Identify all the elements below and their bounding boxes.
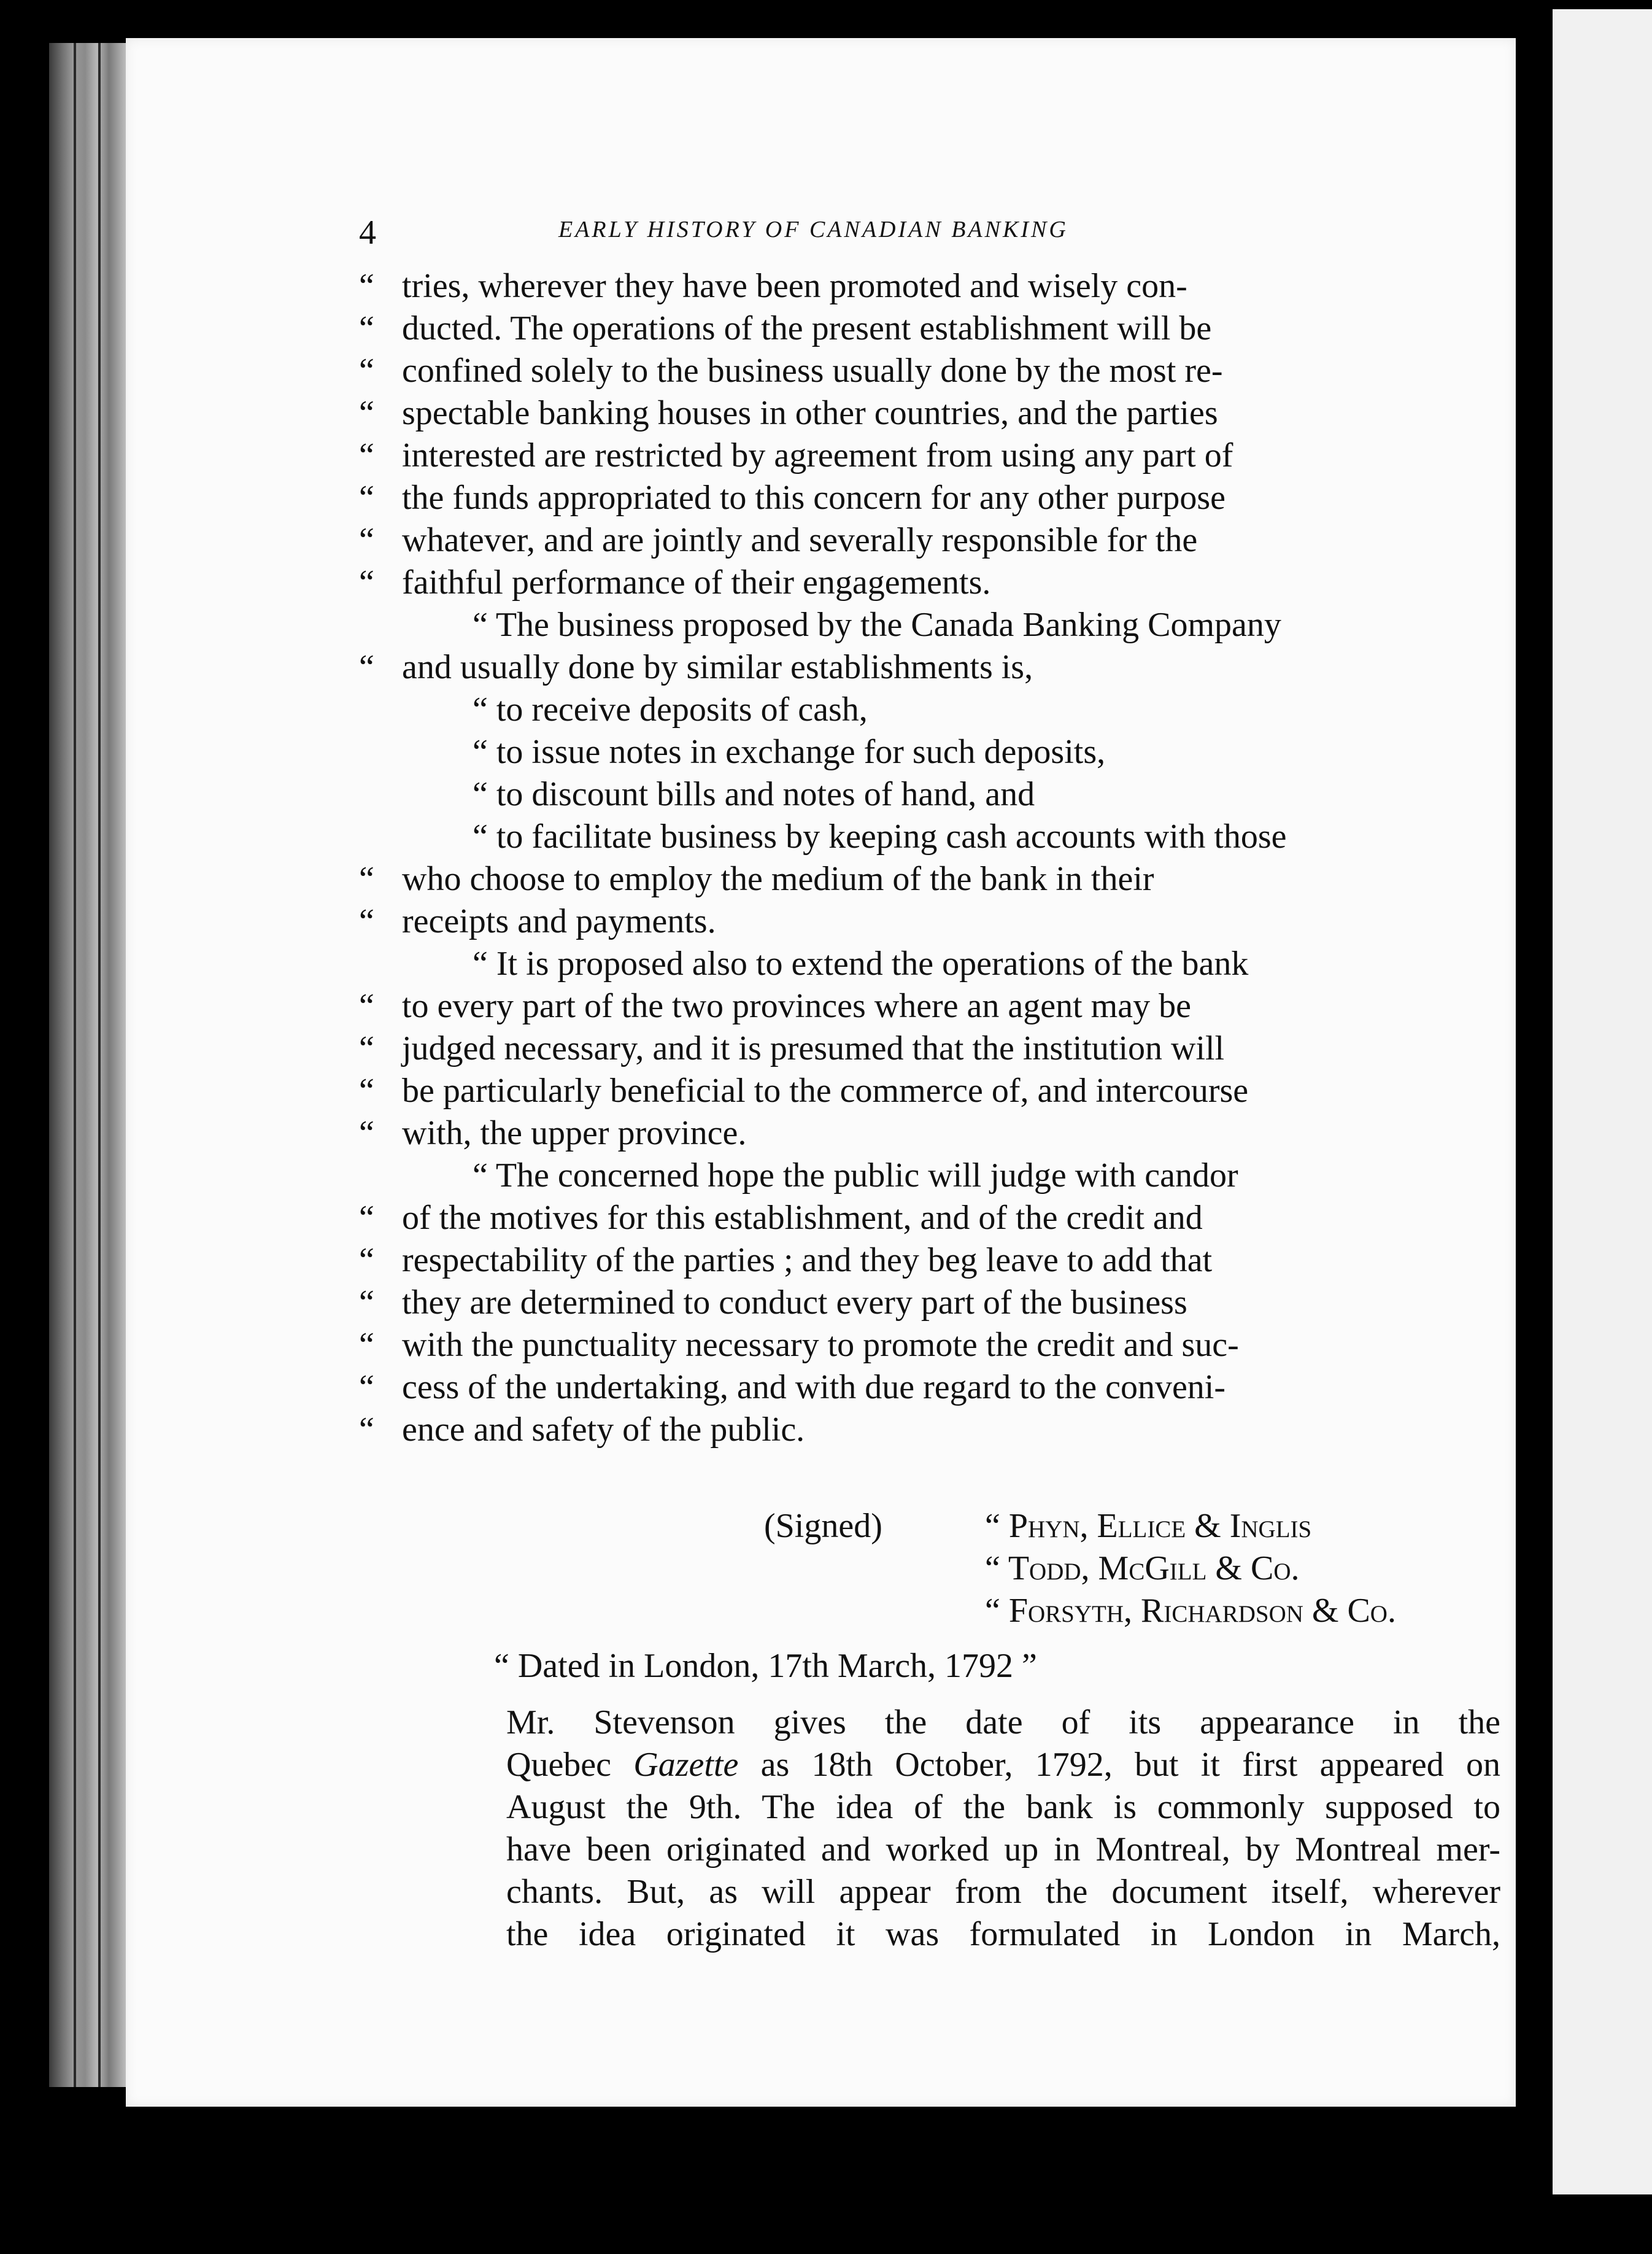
paragraph-line: the idea originated it was formulated in London in March, (506, 1915, 1500, 1953)
text-line (359, 646, 1494, 689)
line-text: they are determined to conduct every part of the business (402, 1284, 1187, 1322)
newspaper-title: Gazette (633, 1746, 739, 1784)
quote-mark: “ (359, 436, 374, 474)
line-text: “ to facilitate business by keeping cash accounts with those (473, 818, 1287, 856)
text-line (359, 900, 1494, 943)
running-title: EARLY HISTORY OF CANADIAN BANKING (558, 217, 1068, 242)
quote-mark: “ (359, 648, 374, 686)
signatory-name: “ Phyn, Ellice & Inglis (985, 1507, 1312, 1545)
line-text: “ to discount bills and notes of hand, and (473, 775, 1035, 813)
text-line (359, 1070, 1494, 1112)
line-text: the funds appropriated to this concern for any other purpose (402, 479, 1226, 517)
dated-line: “ Dated in London, 17th March, 1792 ” (494, 1647, 1037, 1685)
line-text: interested are restricted by agreement from using any part of (402, 436, 1233, 474)
text-line (359, 816, 1494, 858)
text-line (359, 1239, 1494, 1282)
quote-mark: “ (359, 1114, 374, 1152)
quote-mark: “ (359, 521, 374, 559)
line-text: be particularly beneficial to the commerce of, and intercourse (402, 1072, 1249, 1110)
text-line (359, 350, 1494, 392)
text-line (359, 1366, 1494, 1409)
paragraph-line: have been originated and worked up in Montreal, by Montreal mer- (506, 1830, 1500, 1869)
text-line (359, 773, 1494, 816)
text-line (359, 519, 1494, 562)
line-text: with the punctuality necessary to promote the credit and suc- (402, 1326, 1239, 1364)
paragraph-line: chants. But, as will appear from the document itself, wherever (506, 1873, 1500, 1911)
text-line (359, 308, 1494, 350)
quote-mark: “ (359, 479, 374, 517)
line-text: confined solely to the business usually done by the most re- (402, 352, 1223, 390)
quote-mark: “ (359, 860, 374, 898)
facing-page (1553, 9, 1652, 2194)
quote-mark: “ (359, 987, 374, 1025)
book-page (126, 38, 1516, 2107)
paragraph-line: Quebec Gazette as 18th October, 1792, but it first appeared on (506, 1746, 1500, 1784)
line-text: cess of the undertaking, and with due regard to the conveni- (402, 1368, 1226, 1406)
quote-mark: “ (359, 267, 374, 305)
quote-mark: “ (359, 1199, 374, 1237)
text-line (359, 1112, 1494, 1155)
line-text: respectability of the parties ; and they beg leave to add that (402, 1241, 1213, 1279)
line-text: whatever, and are jointly and severally responsible for the (402, 521, 1198, 559)
text-line (359, 689, 1494, 731)
text-line (359, 265, 1494, 308)
text-line (359, 858, 1494, 900)
line-text: faithful performance of their engagements. (402, 564, 991, 602)
text-line (359, 1409, 1494, 1451)
signatory-name: “ Todd, McGill & Co. (985, 1549, 1300, 1587)
line-text: spectable banking houses in other countries, and the parties (402, 394, 1218, 432)
quote-mark: “ (359, 1284, 374, 1322)
quote-mark: “ (359, 352, 374, 390)
line-text: and usually done by similar establishments is, (402, 648, 1033, 686)
quote-mark: “ (359, 1368, 374, 1406)
page-edge-line (74, 43, 76, 2087)
line-text: judged necessary, and it is presumed that the institution will (402, 1029, 1225, 1067)
text-line (359, 604, 1494, 646)
line-text: ducted. The operations of the present establishment will be (402, 309, 1212, 347)
quote-mark: “ (359, 1241, 374, 1279)
line-text: “ to receive deposits of cash, (473, 691, 868, 729)
page-gutter (1516, 0, 1553, 2254)
quote-mark: “ (359, 1072, 374, 1110)
quote-mark: “ (359, 564, 374, 602)
text-line (359, 477, 1494, 519)
text-line (359, 1282, 1494, 1324)
signed-label: (Signed) (764, 1507, 882, 1545)
quote-mark: “ (359, 902, 374, 940)
quote-mark: “ (359, 1029, 374, 1067)
signatory-names (985, 1505, 1396, 1632)
text-line (359, 1197, 1494, 1239)
text-line (359, 392, 1494, 435)
line-text: ence and safety of the public. (402, 1411, 805, 1449)
paragraph-line: August the 9th. The idea of the bank is commonly supposed to (506, 1788, 1500, 1826)
line-text: tries, wherever they have been promoted and wisely con- (402, 267, 1187, 305)
paragraph-line: Mr. Stevenson gives the date of its appearance in the (506, 1703, 1500, 1741)
line-text: to every part of the two provinces where an agent may be (402, 987, 1191, 1025)
page-edge-line (98, 43, 101, 2087)
quoted-prospectus-text (359, 265, 1494, 1451)
signatory-name: “ Forsyth, Richardson & Co. (985, 1592, 1396, 1630)
quote-mark: “ (359, 309, 374, 347)
line-text: receipts and payments. (402, 902, 716, 940)
text-line (359, 985, 1494, 1028)
text-line (359, 435, 1494, 477)
line-text: “ The business proposed by the Canada Banking Company (473, 606, 1281, 644)
line-text: “ It is proposed also to extend the operations of the bank (473, 945, 1249, 983)
quote-mark: “ (359, 394, 374, 432)
line-text: with, the upper province. (402, 1114, 747, 1152)
quote-mark: “ (359, 1411, 374, 1449)
line-text: “ The concerned hope the public will judge with candor (473, 1156, 1238, 1195)
book-page-edges (49, 43, 129, 2087)
line-text: of the motives for this establishment, and of the credit and (402, 1199, 1203, 1237)
page-number: 4 (359, 214, 376, 252)
text-line (359, 1155, 1494, 1197)
text-line (359, 943, 1494, 985)
line-text: who choose to employ the medium of the bank in their (402, 860, 1154, 898)
line-text: “ to issue notes in exchange for such deposits, (473, 733, 1106, 771)
text-line (359, 1028, 1494, 1070)
body-paragraph (506, 1702, 1500, 1956)
text-line (359, 731, 1494, 773)
text-line (359, 1324, 1494, 1366)
text-line (359, 562, 1494, 604)
quote-mark: “ (359, 1326, 374, 1364)
